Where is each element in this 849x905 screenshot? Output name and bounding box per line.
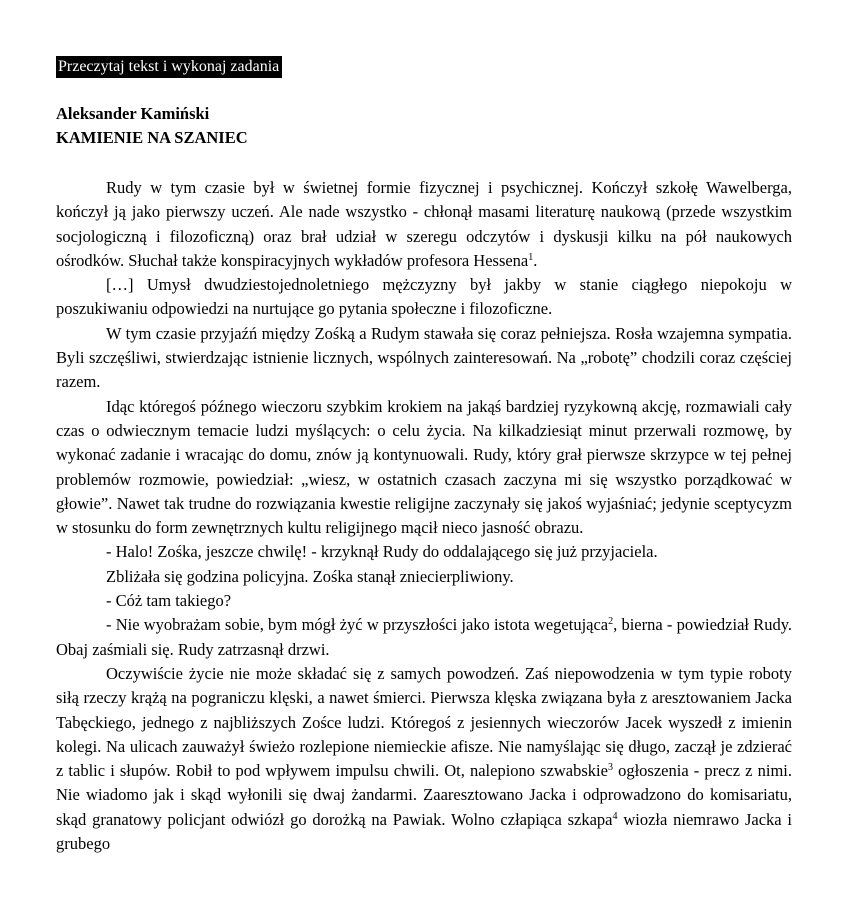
work-title: KAMIENIE NA SZANIEC [56, 128, 248, 147]
dialogue-line-4-end: , bierna - powiedział Rudy. Obaj zaśmiali się. Rudy zatrzasnął drzwi. [56, 615, 793, 659]
footnote-4-marker: 4 [612, 810, 618, 822]
paragraph-1 [56, 176, 792, 273]
paragraph-4: Idąc któregoś późnego wieczoru szybkim krokiem na jakąś bardziej ryzykowną akcję, rozmawiali cały czas o odwiecznym temacie ludzi myślących: o celu życia. Na kilkadziesiąt minut przerwali rozmowę, by wykonać zadanie i wracając do domu, znów ją kontynuowali. Rudy, który grał pierwsze skrzypce w tej pełnej problemów rozmowie, powiedział: „wiesz, w ostatnich czasach zaczyna mi się wszystko porządkować w głowie”. Nawet tak trudne do rozwiązania kwestie religijne zaczynały się jakoś wyjaśniać; jedynie sceptycyzm w stosunku do form zewnętrznych kultu religijnego mącił nieco jasność obrazu. [56, 396, 792, 538]
document-page [56, 56, 792, 856]
footnote-2-marker: 2 [608, 616, 614, 628]
paragraph-5-text-b: ogłoszenia - precz z nimi. Nie wiadomo jak i skąd wyłonili się dwaj żandarmi. Zaaresztowano Jacka i odprowadzono do komisariatu, skąd granatowy policjant odwiózł go dorożką na Pawiak. Wolno człapiąca szkapa [56, 761, 792, 829]
paragraph-3: W tym czasie przyjaźń między Zośką a Rudym stawała się coraz pełniejsza. Rosła wzajemna sympatia. Byli szczęśliwi, stwierdzając istnienie licznych, wspólnych zainteresowań. Na „robotę” chodzili coraz częściej razem. [56, 323, 792, 392]
footnote-3-marker: 3 [607, 762, 613, 774]
paragraph-5-text-a: Oczywiście życie nie może składać się z samych powodzeń. Zaś niepowodzenia w tym typie roboty siłą rzeczy krążą na pograniczu klęski, a nawet śmierci. Pierwsza klęska związana była z aresztowaniem Jacka Tabęckiego, jednego z najbliższych Zośce ludzi. Któregoś z jesiennych wieczorów Jacek wyszedł z imienin kolegi. Na ulicach zauważył świeżo rozlepione niemieckie afisze. Nie namyślając się długo, zaczął je zdzierać z tablic i słupów. Robił to pod wpływem impulsu chwili. Ot, nalepiono szwabskie [56, 663, 792, 781]
paragraph-5-text-c: wiozła niemrawo Jacka i grubego [56, 809, 793, 854]
excerpt-text [56, 176, 792, 856]
paragraph-2: […] Umysł dwudziestojednoletniego mężczyzny był jakby w stanie ciągłego niepokoju w poszukiwaniu odpowiedzi na nurtujące go pytania społeczne i filozoficzne. [56, 275, 792, 319]
dialogue-line-2: Zbliżała się godzina policyjna. Zośka stanął zniecierpliwiony. [106, 566, 514, 586]
dialogue-line-4 [56, 613, 792, 662]
footnote-1-marker: 1 [528, 251, 534, 263]
paragraph-5 [56, 662, 792, 856]
dialogue-line-4-text: - Nie wyobrażam sobie, bym mógł żyć w przyszłości jako istota wegetująca [106, 615, 609, 635]
paragraph-1-end: . [533, 250, 538, 270]
paragraph-1-text: Rudy w tym czasie był w świetnej formie fizycznej i psychicznej. Kończył szkołę Wawelberga, kończył ją jako pierwszy uczeń. Ale nade wszystko - chłonął masami literaturę naukową (przede wszystkim socjologiczną i filozoficzną) oraz brał udział w szeregu odczytów i dyskusji kilku na pół naukowych ośrodków. Słuchał także konspiracyjnych wykładów profesora Hessena [56, 178, 792, 270]
dialogue-line-3: - Cóż tam takiego? [106, 591, 232, 611]
author-name: Aleksander Kamiński [56, 104, 210, 123]
dialogue-line-1: - Halo! Zośka, jeszcze chwilę! - krzyknął Rudy do oddalającego się już przyjaciela. [106, 542, 658, 562]
task-instruction-banner: Przeczytaj tekst i wykonaj zadania [56, 56, 282, 78]
